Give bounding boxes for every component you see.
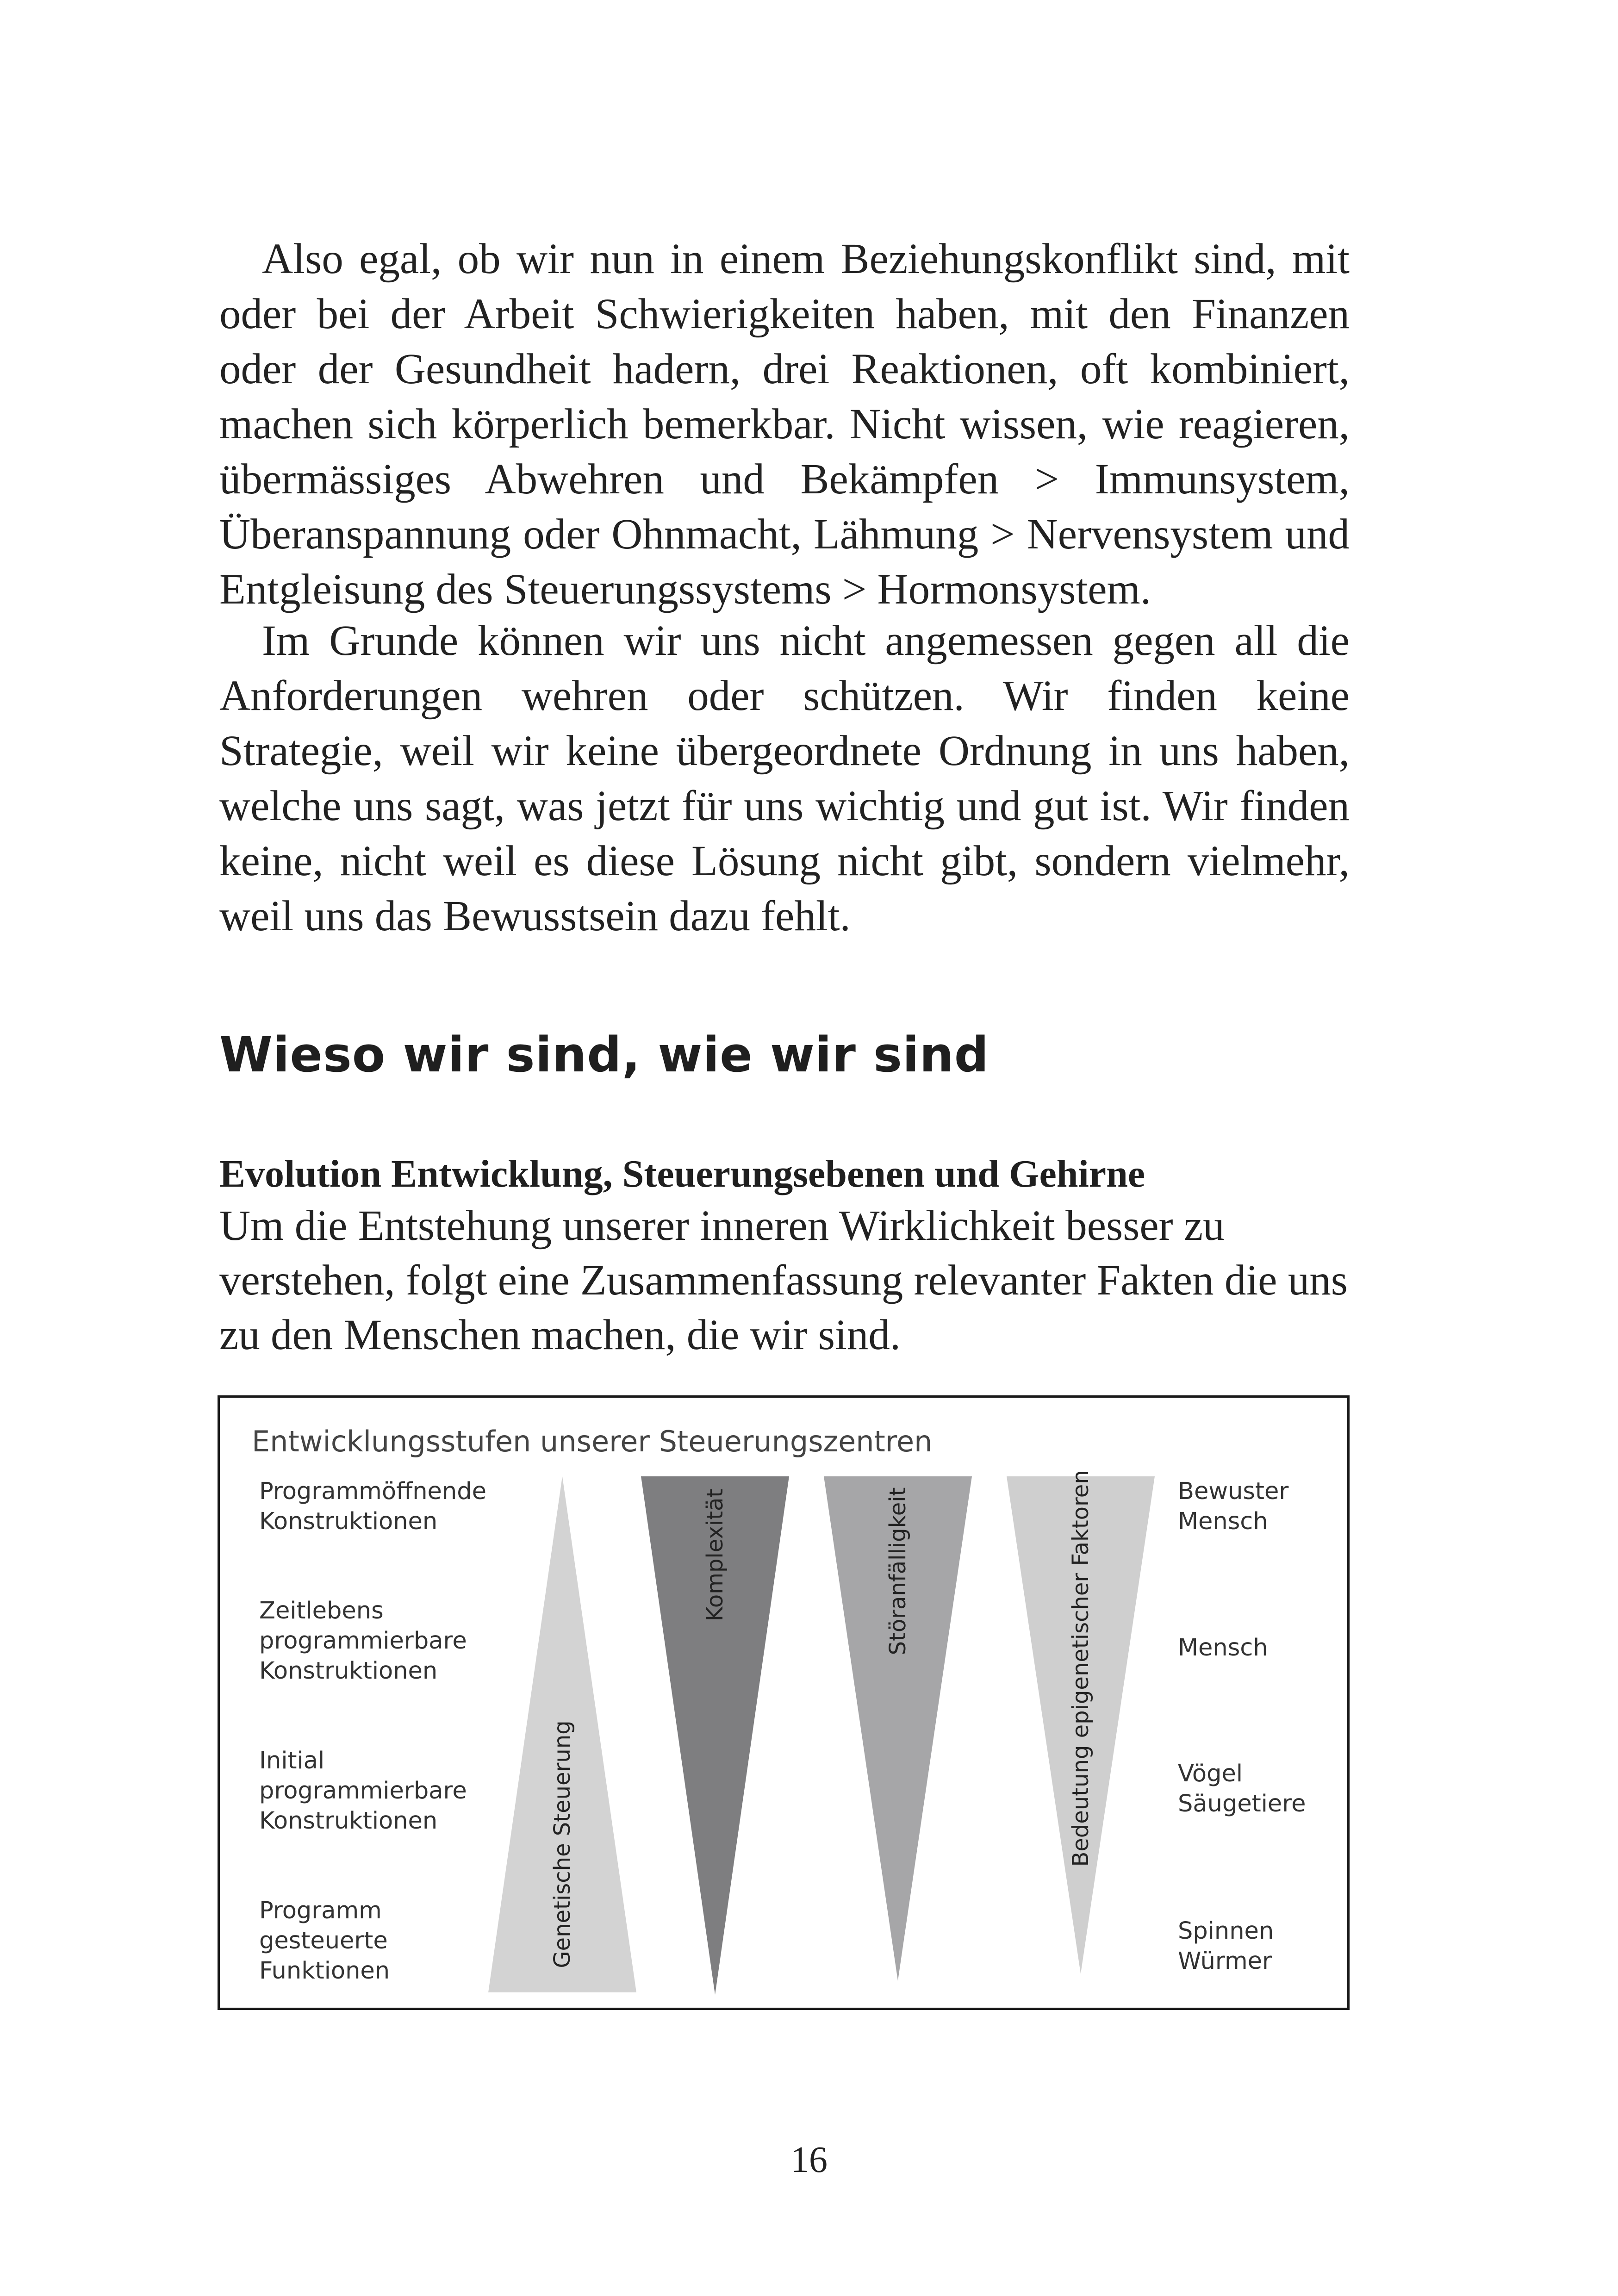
wedge-label-4: Bedeutung epigenetischer Faktoren: [1068, 1470, 1094, 1867]
page-number: 16: [790, 2140, 828, 2180]
wedge-label-2: Komplexität: [702, 1488, 728, 1622]
right-label-1: Bewuster Mensch: [1178, 1478, 1289, 1535]
left-label-1: Programmöffnende Konstruktionen: [259, 1478, 486, 1535]
right-label-3: Vögel Säugetiere: [1178, 1760, 1306, 1817]
left-label-2: Zeitlebens programmierbare Konstruktionen: [259, 1597, 467, 1685]
wedge-label-1: Genetische Steuerung: [549, 1720, 575, 1968]
figure-title: Entwicklungsstufen unserer Steuerungszentren: [252, 1425, 933, 1458]
intro-line: Um die Entstehung unserer inneren Wirklichkeit besser zu: [219, 1202, 1225, 1250]
left-label-4: Programm gesteuerte Funktionen: [259, 1897, 390, 1985]
intro-line: verstehen, folgt eine Zusammenfassung relevanter Fakten die uns: [219, 1257, 1348, 1304]
left-label-3: Initial programmierbare Konstruktionen: [259, 1747, 467, 1835]
wedge-label-3: Störanfälligkeit: [885, 1487, 911, 1655]
right-label-4: Spinnen Würmer: [1178, 1917, 1274, 1975]
body-paragraph-1: Also egal, ob wir nun in einem Beziehungskonflikt sind, mit oder bei der Arbeit Schwierigkeiten haben, mit den Finanzen oder der Gesundheit hadern, drei Reaktionen, oft kombiniert, machen sich körperlich bemerkbar. Nicht wissen, wie reagieren, übermässiges Abwehren und Bekämpfen > Immunsystem, Überanspannung oder Ohnmacht, Lähmung > Nervensystem und Entgleisung des Steuerungssystems > Hormonsystem.: [219, 235, 1350, 613]
right-label-2: Mensch: [1178, 1634, 1268, 1661]
subsection-heading: Evolution Entwicklung, Steuerungsebenen und Gehirne: [219, 1152, 1145, 1195]
section-heading: Wieso wir sind, wie wir sind: [219, 1027, 989, 1083]
body-paragraph-2: Im Grunde können wir uns nicht angemessen gegen all die Anforderungen wehren oder schützen. Wir finden keine Strategie, weil wir keine übergeordnete Ordnung in uns haben, welche uns sagt, was jetzt für uns wichtig und gut ist. Wir finden keine, nicht weil es diese Lösung nicht gibt, sondern vielmehr, weil uns das Bewusstsein dazu fehlt.: [219, 617, 1350, 940]
intro-line: zu den Menschen machen, die wir sind.: [219, 1311, 901, 1359]
